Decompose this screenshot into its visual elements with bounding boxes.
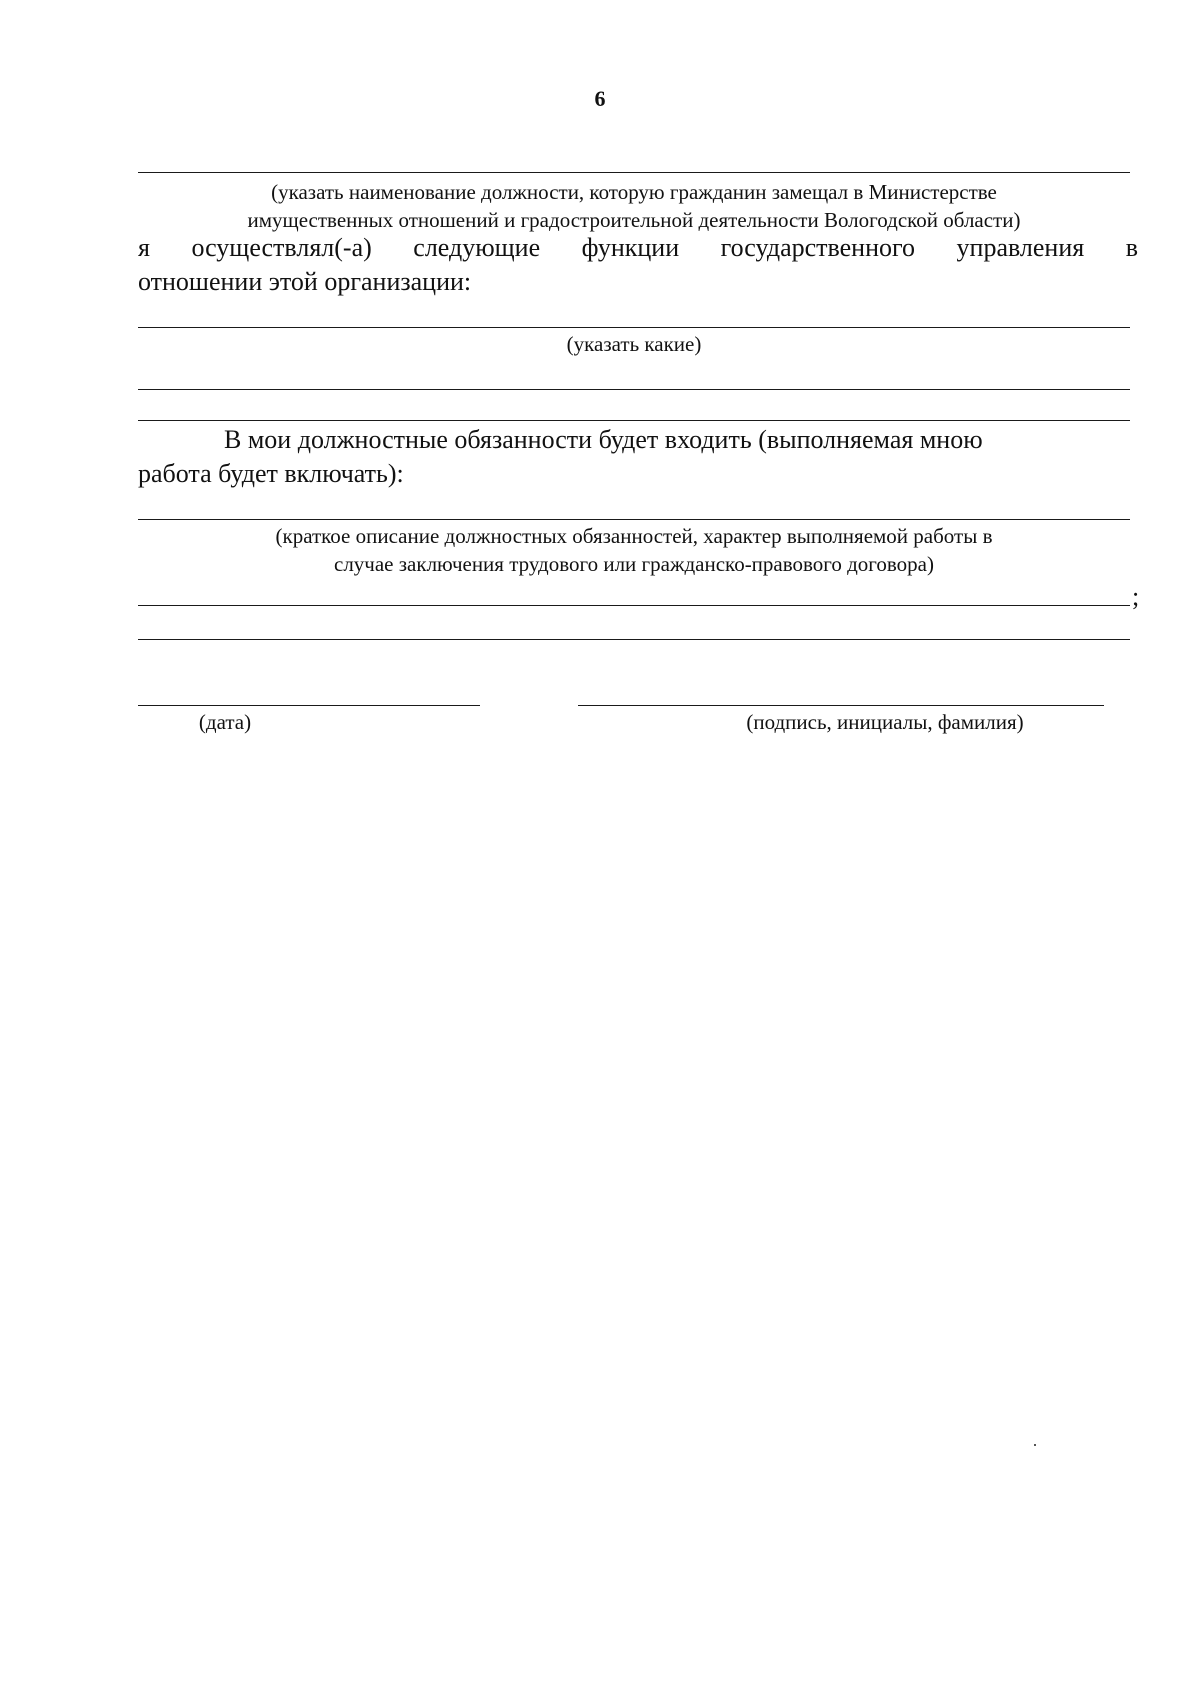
duties-caption [138, 522, 1130, 578]
position-caption [138, 178, 1130, 234]
functions-sentence-line-2: отношении этой организации: [138, 267, 472, 296]
duties-sentence-line-2: работа будет включать): [138, 459, 404, 488]
scan-speck [1034, 1444, 1036, 1446]
signature-caption: (подпись, инициалы, фамилия) [746, 710, 1024, 734]
functions-sentence-line-1: я осуществлял(-а) следующие функции государственного управления в [138, 233, 1138, 262]
signature-field-line[interactable] [578, 705, 1104, 706]
functions-field-line-1[interactable] [138, 327, 1130, 328]
duties-field-line-3[interactable] [138, 639, 1130, 640]
duties-caption-line-1: (краткое описание должностных обязанностей, характер выполняемой работы в [275, 524, 993, 548]
duties-semicolon: ; [1132, 582, 1140, 611]
functions-caption: (указать какие) [566, 332, 702, 356]
functions-field-line-3[interactable] [138, 420, 1130, 421]
duties-field-line-2[interactable] [138, 605, 1130, 606]
position-caption-line-1: (указать наименование должности, которую гражданин замещал в Министерстве [271, 180, 997, 204]
page-number: 6 [594, 86, 606, 111]
date-caption: (дата) [198, 710, 252, 734]
position-caption-line-2: имущественных отношений и градостроительной деятельности Вологодской области) [247, 208, 1021, 232]
date-field-line[interactable] [138, 705, 480, 706]
duties-sentence-line-1: В мои должностные обязанности будет входить (выполняемая мною [224, 425, 983, 454]
duties-caption-line-2: случае заключения трудового или гражданско-правового договора) [334, 552, 934, 576]
functions-field-line-2[interactable] [138, 389, 1130, 390]
position-field-line[interactable] [138, 172, 1130, 173]
duties-field-line-1[interactable] [138, 519, 1130, 520]
